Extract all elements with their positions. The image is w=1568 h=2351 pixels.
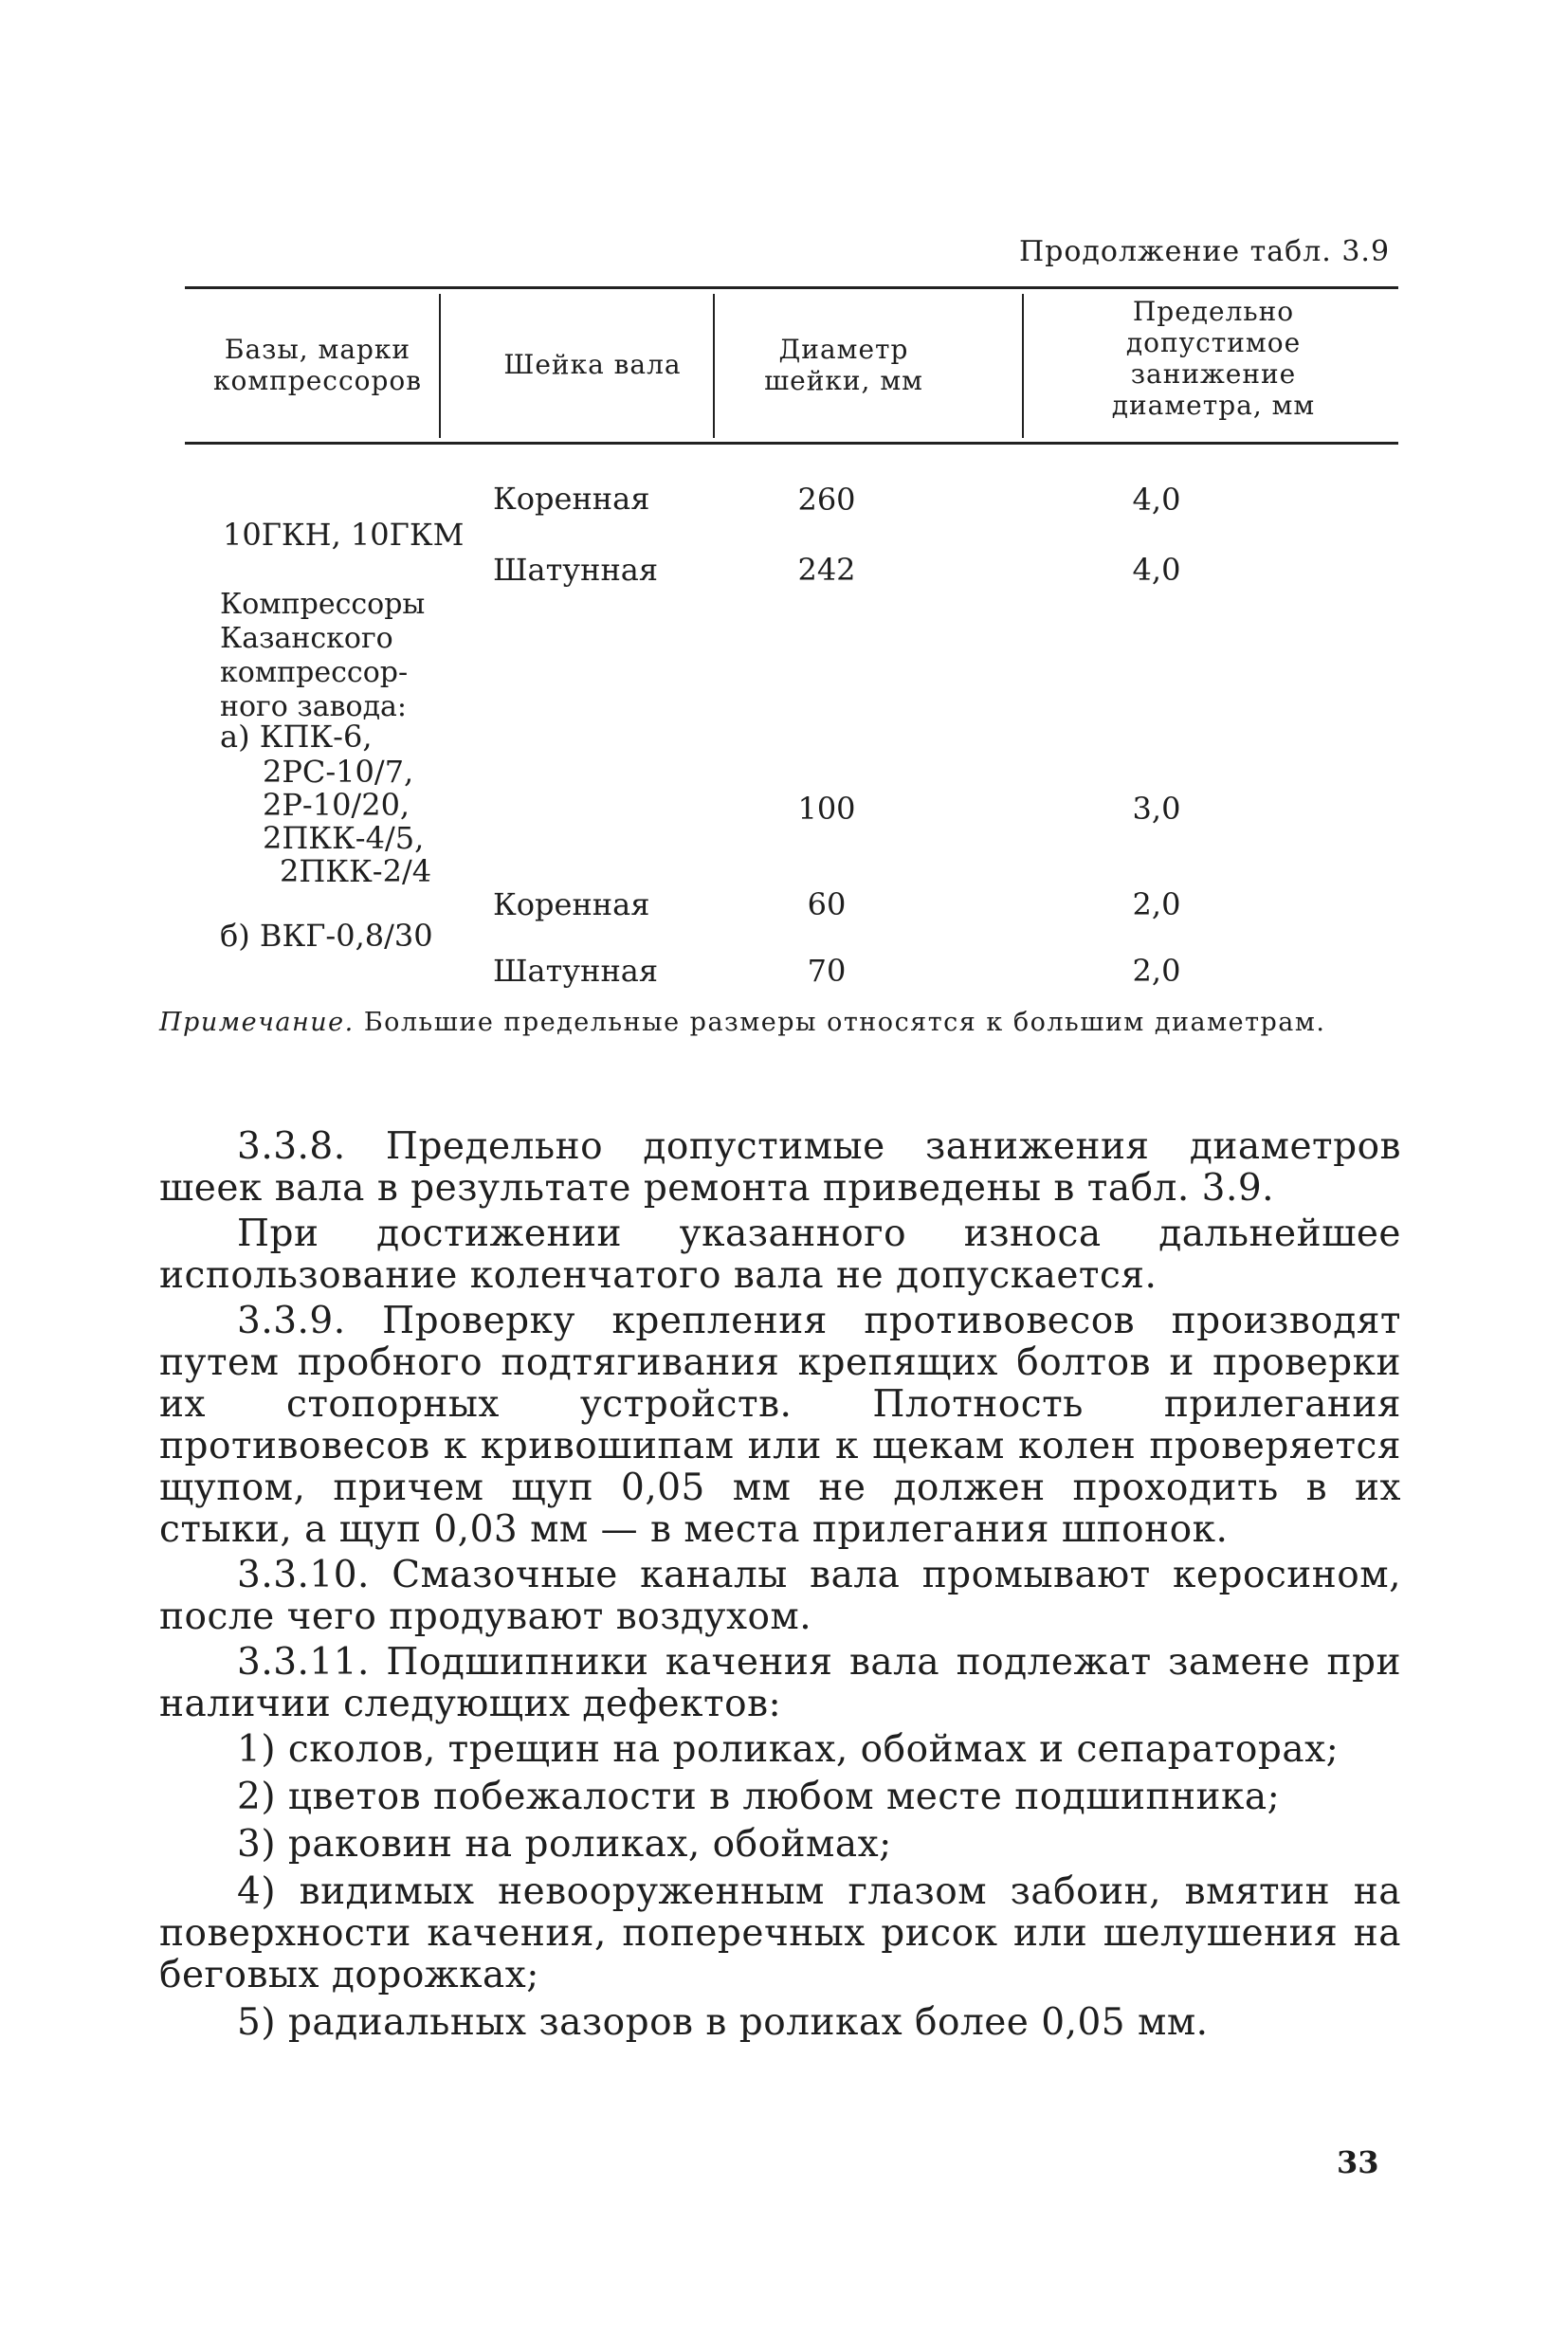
defect-item: 5) радиальных зазоров в роликах более 0,05 мм. <box>237 2001 1209 2044</box>
defect-item: 2) цветов побежалости в любом месте подшипника; <box>237 1776 1281 1818</box>
paragraph: 3.3.11. Подшипники качения вала подлежат замене при наличии следующих дефектов: <box>159 1641 1401 1725</box>
group2-a-model-2: 2Р-10/20, <box>263 787 410 823</box>
header-journal: Шейка вала <box>503 349 682 380</box>
note-text: Большие предельные размеры относятся к большим диаметрам. <box>363 1008 1326 1037</box>
group1-row2-limit: 4,0 <box>1132 552 1181 588</box>
paragraph: 3.3.8. Предельно допустимые занижения диаметров шеек вала в результате ремонта приведены в табл. 3.9. <box>159 1125 1401 1210</box>
header-divider-1 <box>439 294 441 438</box>
defect-item: 1) сколов, трещин на роликах, обоймах и сепараторах; <box>237 1728 1340 1771</box>
group2-b-row1-limit: 2,0 <box>1132 886 1181 922</box>
group2-b-row2-journal: Шатунная <box>493 953 659 989</box>
table-header-rule <box>185 442 1398 445</box>
paragraph: При достижении указанного износа дальнейшее использование коленчатого вала не допускается. <box>159 1212 1401 1297</box>
group2-a-model-1: 2РС-10/7, <box>263 754 414 790</box>
group2-b-row1-journal: Коренная <box>493 886 650 922</box>
group2-b-label: б) ВКГ-0,8/30 <box>220 918 433 954</box>
defect-item: 3) раковин на роликах, обоймах; <box>237 1823 892 1866</box>
header-limit: Предельно допустимое занижение диаметра, мм <box>1111 296 1316 421</box>
group2-a-model-3: 2ПКК-4/5, <box>263 820 425 856</box>
group1-row2-journal: Шатунная <box>493 552 659 588</box>
table-top-rule <box>185 286 1398 289</box>
header-bases: Базы, марки компрессоров <box>212 334 423 396</box>
group2-b-row1-diameter: 60 <box>807 886 847 922</box>
header-divider-3 <box>1022 294 1024 438</box>
group1-row2-diameter: 242 <box>797 552 856 588</box>
group1-name: 10ГКН, 10ГКМ <box>223 517 465 553</box>
group1-row1-diameter: 260 <box>797 482 856 518</box>
header-divider-2 <box>713 294 715 438</box>
group1-row1-journal: Коренная <box>493 481 650 517</box>
body-text <box>159 1126 1401 2050</box>
paragraph: 3.3.10. Смазочные каналы вала промывают керосином, после чего продувают воздухом. <box>159 1554 1401 1638</box>
note-label: Примечание. <box>159 1008 355 1037</box>
paragraph: 3.3.9. Проверку крепления противовесов производят путем пробного подтягивания крепящих болтов и проверки их стопорных устройств. Плотность прилегания противовесов к кривошипам или к щекам колен проверяется щупом, причем щуп 0,05 мм не должен проходить в их стыки, а щуп 0,03 мм — в места прилегания шпонок. <box>159 1300 1401 1551</box>
table-continuation-title: Продолжение табл. 3.9 <box>1019 235 1391 268</box>
group2-a-limit: 3,0 <box>1132 791 1181 827</box>
defect-item: 4) видимых невооруженным глазом забоин, вмятин на поверхности качения, поперечных рисок или шелушения на беговых дорожках; <box>159 1870 1401 1996</box>
page-number: 33 <box>1337 2144 1379 2180</box>
group2-title: Компрессоры Казанского компрессор-ного завода: <box>220 588 426 723</box>
group2-b-row2-limit: 2,0 <box>1132 953 1181 989</box>
group2-a-model-4: 2ПКК-2/4 <box>280 853 432 889</box>
group2-a-label: а) КПК-6, <box>220 719 373 755</box>
group2-a-diameter: 100 <box>797 791 856 827</box>
group1-row1-limit: 4,0 <box>1132 482 1181 518</box>
table-note <box>159 1007 1392 1038</box>
group2-b-row2-diameter: 70 <box>807 953 847 989</box>
header-diameter: Диаметр шейки, мм <box>764 334 923 396</box>
